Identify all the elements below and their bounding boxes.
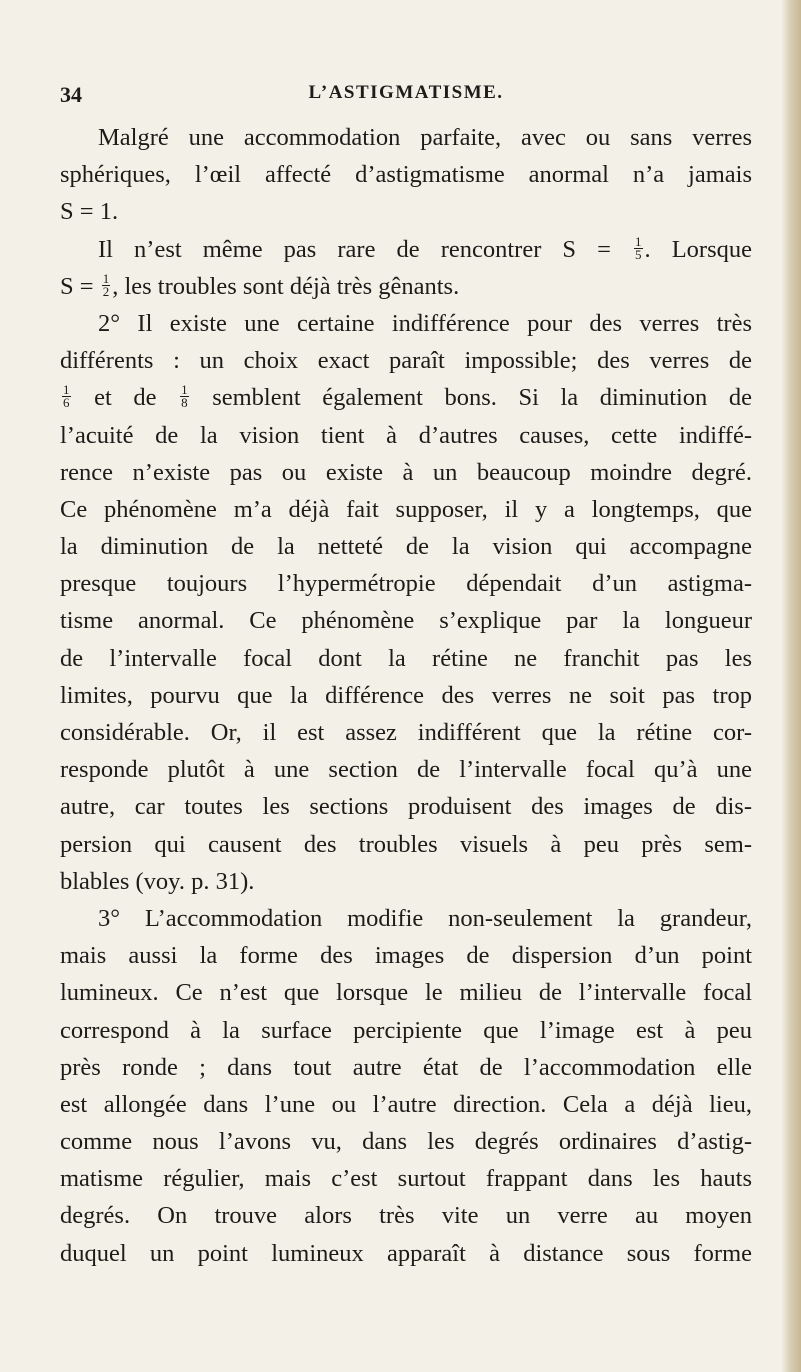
text-line — [60, 379, 752, 416]
text-line: 3° L’accommodation modifie non-seulement la grandeur, — [98, 904, 752, 932]
text-line: matisme régulier, mais c’est surtout frappant dans les hauts — [60, 1165, 752, 1193]
text-fragment: Il n’est même pas rare de rencontrer S = — [98, 235, 611, 263]
fraction-denominator: 8 — [181, 395, 188, 411]
fraction — [634, 233, 643, 262]
fraction-denominator: 5 — [635, 246, 642, 262]
text-line: comme nous l’avons vu, dans les degrés ordinaires d’astig- — [60, 1128, 752, 1156]
text-line — [60, 268, 752, 305]
fraction-numerator: 1 — [102, 270, 110, 286]
text-fragment: , les troubles sont déjà très gênants. — [112, 272, 460, 300]
text-line: rence n’existe pas ou existe à un beaucoup moindre degré. — [60, 458, 752, 486]
text-fragment: S = — [60, 272, 94, 300]
text-line: de l’intervalle focal dont la rétine ne franchit pas les — [60, 644, 752, 672]
text-line: blables (voy. p. 31). — [60, 867, 255, 895]
text-line: lumineux. Ce n’est que lorsque le milieu de l’intervalle focal — [60, 979, 752, 1007]
text-line: près ronde ; dans tout autre état de l’accommodation elle — [60, 1053, 752, 1081]
text-line — [60, 231, 752, 268]
text-line: limites, pourvu que la différence des verres ne soit pas trop — [60, 681, 752, 709]
text-line: Malgré une accommodation parfaite, avec ou sans verres — [98, 124, 752, 151]
text-fragment: . Lorsque — [644, 235, 752, 263]
text-line: différents : un choix exact paraît impossible; des verres de — [60, 347, 752, 375]
text-line: duquel un point lumineux apparaît à distance sous forme — [60, 1239, 752, 1267]
page-edge-shadow — [781, 0, 801, 1372]
text-line: S = 1. — [60, 198, 119, 226]
text-line: autre, car toutes les sections produisent des images de dis- — [60, 793, 752, 821]
text-line: degrés. On trouve alors très vite un verre au moyen — [60, 1202, 752, 1230]
text-line: mais aussi la forme des images de dispersion d’un point — [60, 942, 752, 970]
fraction-denominator: 2 — [102, 283, 110, 299]
text-line: persion qui causent des troubles visuels à peu près sem- — [60, 830, 752, 858]
running-title: L’ASTIGMATISME. — [308, 82, 504, 103]
fraction-numerator: 1 — [635, 233, 642, 249]
text-line: considérable. Or, il est assez indifférent que la rétine cor- — [60, 719, 752, 746]
fraction — [62, 384, 71, 409]
text-fragment: et de — [94, 384, 157, 412]
text-line: Ce phénomène m’a déjà fait supposer, il y a longtemps, que — [60, 495, 752, 523]
page-number: 34 — [60, 82, 82, 107]
text-line: l’acuité de la vision tient à d’autres causes, cette indiffé- — [60, 421, 752, 449]
text-line: sphériques, l’œil affecté d’astigmatisme anormal n’a jamais — [60, 161, 752, 189]
text-line: responde plutôt à une section de l’intervalle focal qu’à une — [60, 756, 752, 784]
text-line: correspond à la surface percipiente que l’image est à peu — [60, 1016, 752, 1044]
text-fragment: semblent également bons. Si la diminution de — [212, 384, 752, 412]
text-line: 2° Il existe une certaine indifférence pour des verres très — [98, 309, 752, 337]
text-line: tisme anormal. Ce phénomène s’explique par la longueur — [60, 607, 752, 635]
fraction-denominator: 6 — [63, 395, 70, 411]
body-text — [60, 119, 752, 1272]
fraction-numerator: 1 — [63, 382, 70, 398]
fraction-numerator: 1 — [181, 382, 188, 398]
page-header — [60, 82, 752, 118]
text-line: la diminution de la netteté de la vision qui accompagne — [60, 533, 752, 561]
text-line: est allongée dans l’une ou l’autre direction. Cela a déjà lieu, — [60, 1090, 752, 1118]
fraction — [102, 270, 111, 299]
text-line: presque toujours l’hypermétropie dépendait d’un astigma- — [60, 570, 752, 598]
fraction — [180, 384, 189, 409]
